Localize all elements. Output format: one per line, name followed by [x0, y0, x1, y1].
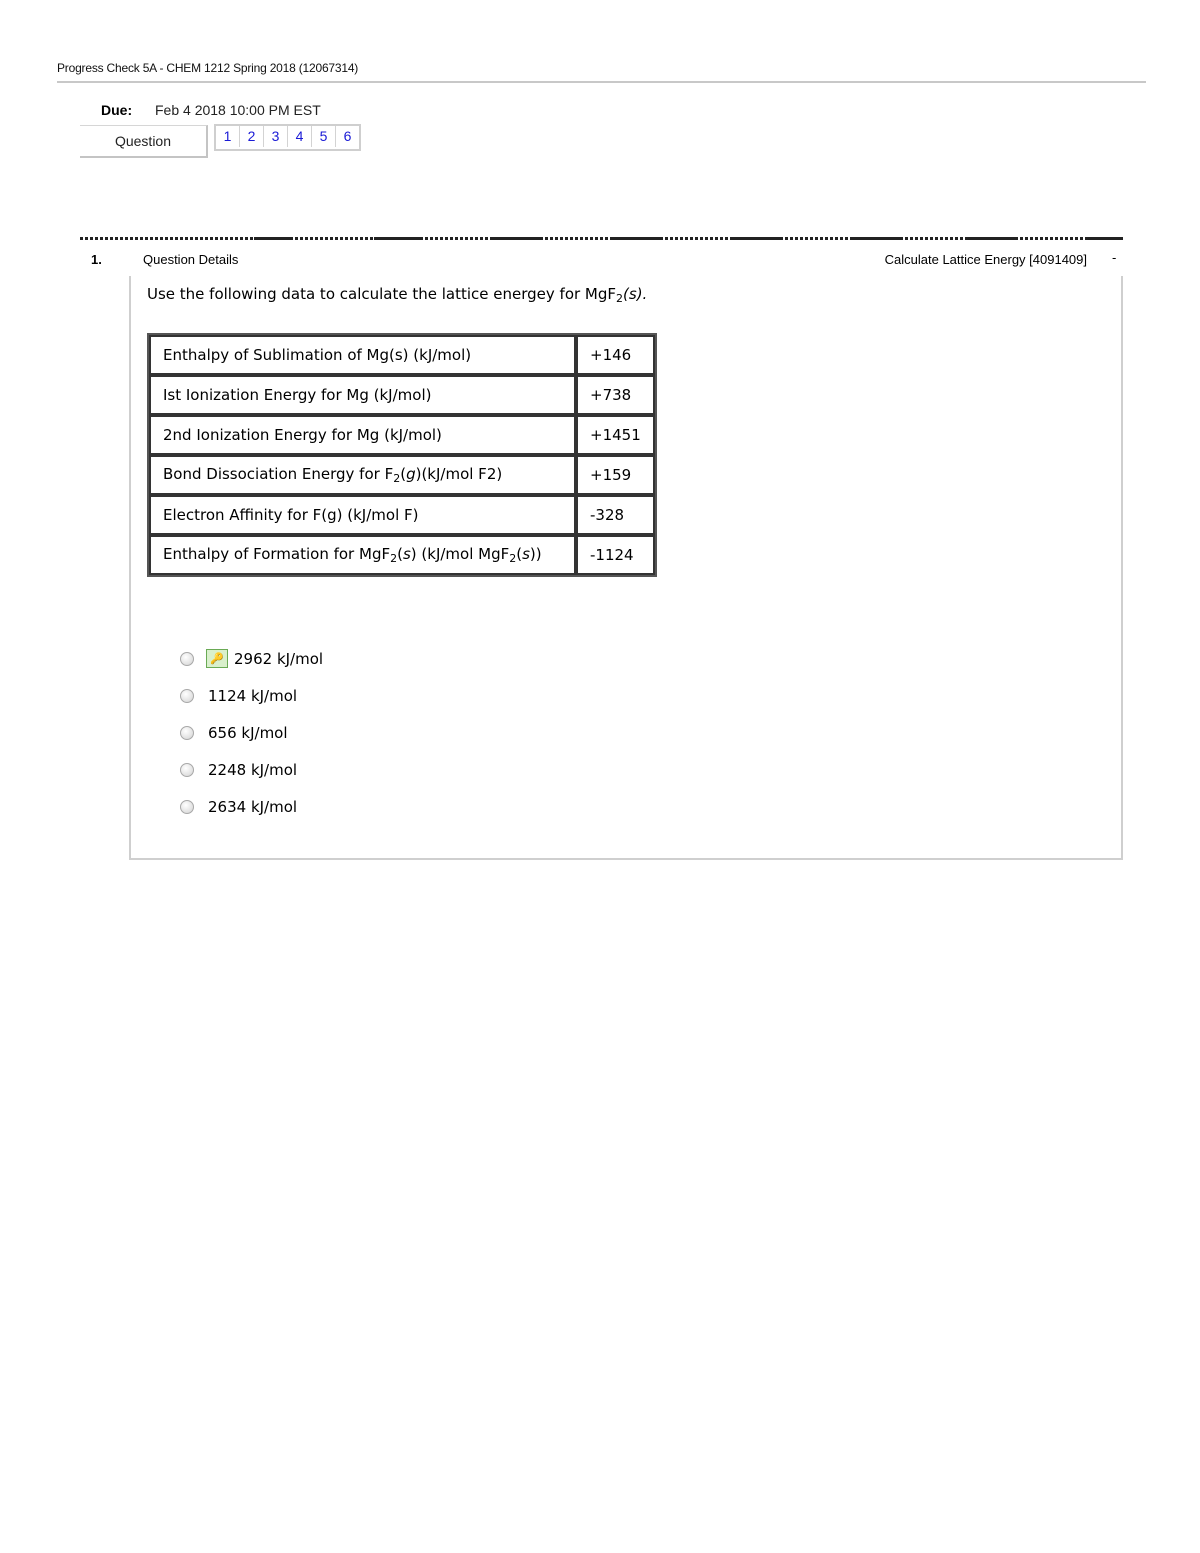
choice-text: 2634 kJ/mol — [208, 797, 298, 816]
choice-text: 2962 kJ/mol — [234, 649, 324, 668]
question-title: Calculate Lattice Energy [4091409] — [884, 252, 1087, 267]
table-row — [149, 535, 655, 575]
table-row — [149, 375, 655, 415]
table-label-cell — [149, 455, 576, 495]
answer-choice[interactable] — [178, 751, 323, 788]
table-label-cell — [149, 495, 576, 535]
question-link-2[interactable]: 2 — [240, 126, 264, 147]
answer-choice[interactable] — [178, 788, 323, 825]
question-link-3[interactable]: 3 — [264, 126, 288, 147]
prompt-state: (s). — [623, 285, 648, 303]
data-table — [147, 333, 657, 577]
table-label-cell — [149, 535, 576, 575]
question-navigation — [214, 124, 361, 151]
label-text: (s)) — [516, 545, 542, 563]
label-subscript: 2 — [390, 552, 398, 565]
table-row — [149, 455, 655, 495]
choice-text: 2248 kJ/mol — [208, 760, 298, 779]
choice-text: 1124 kJ/mol — [208, 686, 298, 705]
label-text: 2nd Ionization Energy for Mg (kJ/mol) — [163, 426, 442, 444]
table-row — [149, 335, 655, 375]
label-text: Bond Dissociation Energy for F — [163, 465, 394, 483]
prompt-subscript: 2 — [616, 292, 624, 305]
answer-choice[interactable] — [178, 714, 323, 751]
question-label: Question — [80, 125, 208, 158]
choice-text: 656 kJ/mol — [208, 723, 288, 742]
table-label-cell — [149, 415, 576, 455]
header-divider — [57, 81, 1146, 83]
page-title: Progress Check 5A - CHEM 1212 Spring 2018 (12067314) — [57, 61, 359, 75]
table-value-cell: +1451 — [576, 415, 655, 455]
due-label: Due: — [101, 102, 133, 118]
label-text: Ist Ionization Energy for Mg (kJ/mol) — [163, 386, 432, 404]
question-link-1[interactable]: 1 — [216, 126, 240, 147]
table-value-cell: -328 — [576, 495, 655, 535]
question-link-6[interactable]: 6 — [343, 128, 352, 144]
prompt-text: Use the following data to calculate the lattice energey for MgF — [147, 285, 617, 303]
label-text: Electron Affinity for F(g) (kJ/mol F) — [163, 506, 419, 524]
question-divider — [80, 237, 1123, 240]
label-subscript: 2 — [393, 472, 401, 485]
trailing-mark: - — [1112, 250, 1117, 265]
table-label-cell — [149, 335, 576, 375]
label-subscript: 2 — [509, 552, 517, 565]
table-label-cell — [149, 375, 576, 415]
label-text: (g)(kJ/mol F2) — [400, 465, 503, 483]
radio-button[interactable] — [180, 689, 194, 703]
question-link-4[interactable]: 4 — [288, 126, 312, 147]
table-row — [149, 495, 655, 535]
table-row — [149, 415, 655, 455]
answer-choice[interactable] — [178, 677, 323, 714]
table-value-cell: +738 — [576, 375, 655, 415]
radio-button[interactable] — [180, 726, 194, 740]
table-value-cell: +159 — [576, 455, 655, 495]
question-number: 1. — [91, 252, 102, 267]
table-value-cell: -1124 — [576, 535, 655, 575]
key-icon: 🔑 — [206, 649, 228, 668]
table-value-cell: +146 — [576, 335, 655, 375]
question-prompt — [147, 285, 647, 305]
radio-button[interactable] — [180, 763, 194, 777]
radio-button[interactable] — [180, 652, 194, 666]
label-text: Enthalpy of Sublimation of Mg(s) (kJ/mol) — [163, 346, 472, 364]
question-link-5[interactable]: 5 — [312, 126, 336, 147]
due-date: Feb 4 2018 10:00 PM EST — [155, 102, 321, 118]
answer-choice[interactable] — [178, 640, 323, 677]
question-details-label: Question Details — [143, 252, 239, 267]
label-text: (s) (kJ/mol MgF — [397, 545, 510, 563]
radio-button[interactable] — [180, 800, 194, 814]
label-text: Enthalpy of Formation for MgF — [163, 545, 391, 563]
answer-choices — [178, 640, 323, 825]
